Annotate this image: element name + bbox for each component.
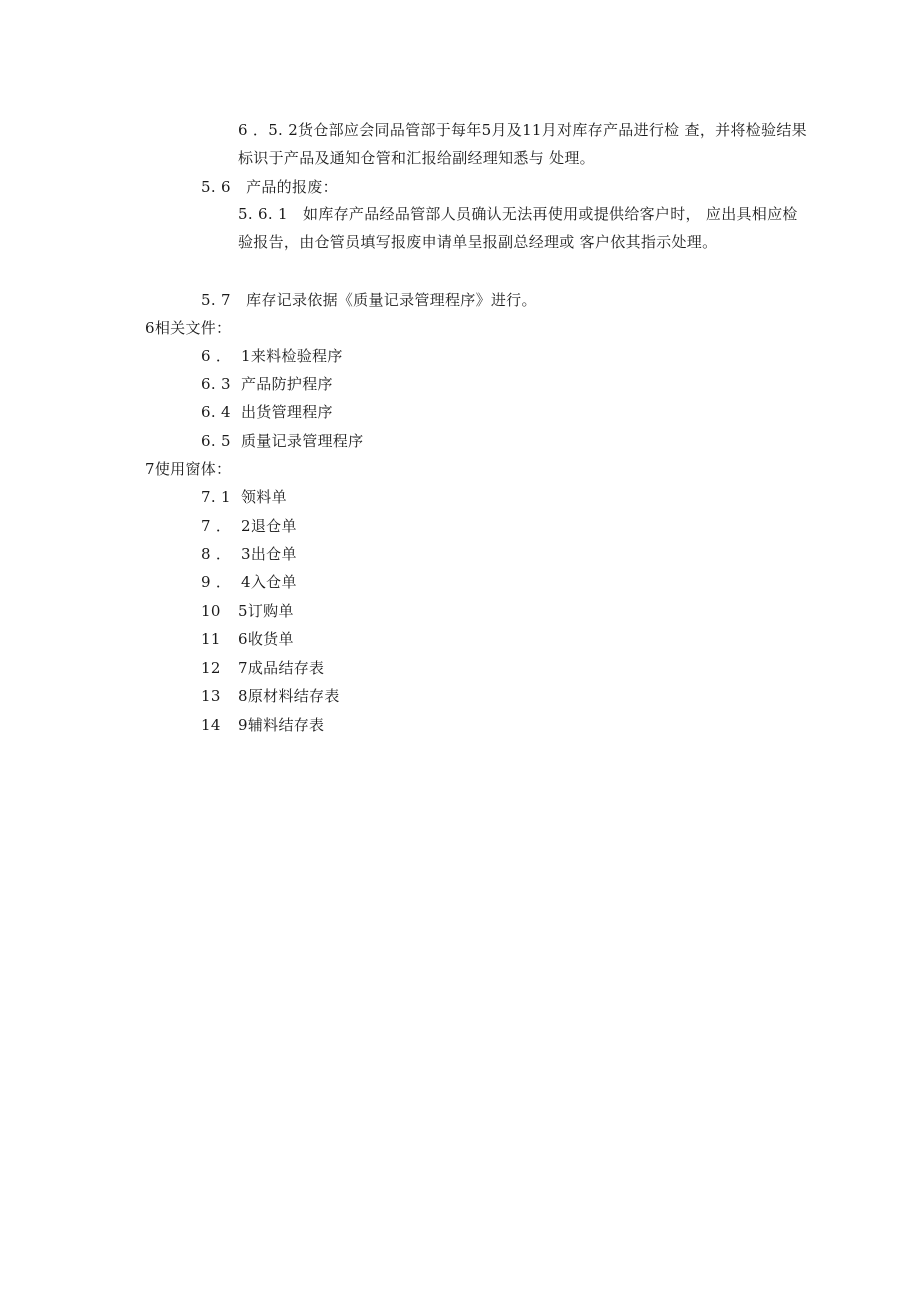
item-text: 9辅料结存表 bbox=[238, 716, 325, 734]
clause-number: 5. 7 bbox=[201, 291, 231, 309]
list-item bbox=[201, 431, 363, 451]
list-item bbox=[201, 487, 287, 507]
item-text: 质量记录管理程序 bbox=[241, 432, 364, 450]
item-number: 8 ． bbox=[201, 545, 232, 563]
item-number: 6. 3 bbox=[201, 375, 231, 393]
list-item bbox=[201, 629, 294, 649]
item-text: 2退仓单 bbox=[241, 517, 297, 535]
item-text: 出货管理程序 bbox=[241, 403, 333, 421]
list-item bbox=[201, 544, 297, 564]
list-item bbox=[201, 658, 324, 678]
list-item bbox=[201, 374, 333, 394]
item-number: 7 ． bbox=[201, 517, 232, 535]
clause-text: 如库存产品经品管部人员确认无法再使用或提供给客户时， 应出具相应检验报告，由仓管员填写报废申请单呈报副总经理或 客户依其指示处理。 bbox=[238, 205, 798, 251]
item-number: 9 ． bbox=[201, 573, 232, 591]
item-number: 6. 5 bbox=[201, 432, 231, 450]
item-number: 7. 1 bbox=[201, 488, 231, 506]
item-number: 6 ． bbox=[201, 347, 232, 365]
clause-number: 5. 6 bbox=[201, 178, 231, 196]
item-number: 14 bbox=[201, 716, 221, 734]
clause-5-6-1 bbox=[238, 200, 808, 256]
section-6-heading: 6相关文件： bbox=[145, 319, 232, 337]
item-number: 12 bbox=[201, 659, 221, 677]
item-text: 6收货单 bbox=[238, 630, 294, 648]
list-item bbox=[201, 516, 297, 536]
list-item bbox=[201, 572, 297, 592]
clause-5-5-2: 6 ．5. 2货仓部应会同品管部于每年5月及11月对库存产品进行检 查，并将检验结果标识于产品及通知仓管和汇报给副经理知悉与 处理。 bbox=[238, 121, 807, 167]
item-number: 6. 4 bbox=[201, 403, 231, 421]
clause-text: 产品的报废： bbox=[246, 178, 338, 196]
list-item bbox=[201, 601, 294, 621]
item-text: 3出仓单 bbox=[241, 545, 297, 563]
list-item bbox=[201, 686, 340, 706]
clause-5-7 bbox=[201, 290, 537, 310]
clause-number: 5. 6. 1 bbox=[238, 205, 288, 223]
section-7-heading: 7使用窗体： bbox=[145, 460, 232, 478]
item-text: 1来料检验程序 bbox=[241, 347, 343, 365]
list-item bbox=[201, 402, 333, 422]
item-text: 8原材料结存表 bbox=[238, 687, 340, 705]
clause-5-6 bbox=[201, 177, 338, 197]
list-item bbox=[201, 346, 343, 366]
item-number: 13 bbox=[201, 687, 221, 705]
clause-text: 库存记录依据《质量记录管理程序》进行。 bbox=[246, 291, 537, 309]
item-text: 5订购单 bbox=[238, 602, 294, 620]
item-number: 10 bbox=[201, 602, 221, 620]
item-text: 产品防护程序 bbox=[241, 375, 333, 393]
item-text: 7成品结存表 bbox=[238, 659, 325, 677]
item-text: 4入仓单 bbox=[241, 573, 297, 591]
item-number: 11 bbox=[201, 630, 221, 648]
list-item bbox=[201, 715, 324, 735]
item-text: 领料单 bbox=[241, 488, 287, 506]
